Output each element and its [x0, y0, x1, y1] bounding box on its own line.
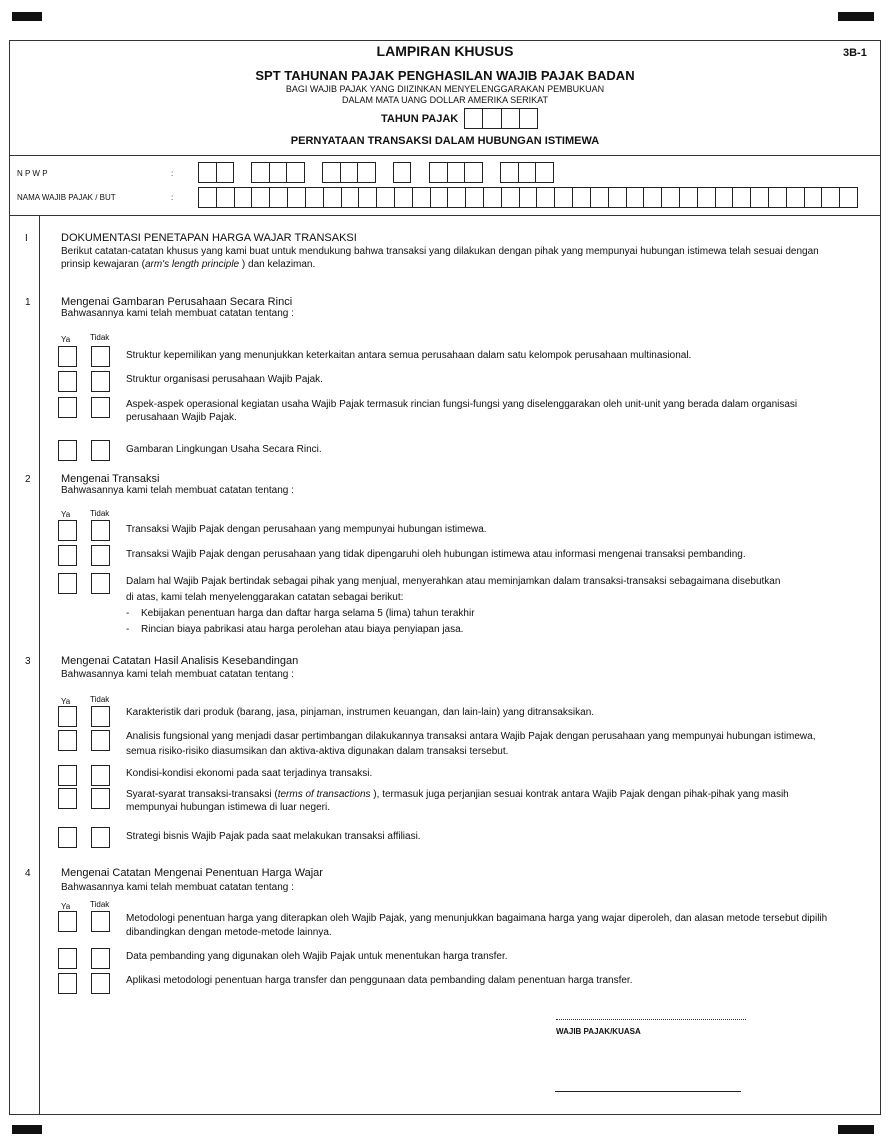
intro-text-line-2: prinsip kewajaran (arm's length principle ) dan kelaziman.: [61, 259, 316, 270]
divider-number-column: [39, 215, 40, 1115]
signature-line[interactable]: [555, 1091, 741, 1092]
section-2-yes-label: Ya: [61, 510, 71, 519]
section-4-number: 4: [25, 868, 31, 879]
s3-item2-text-line-2: semua risiko-risiko diasumsikan dan aktiva-aktiva digunakan dalam transaksi tersebut.: [126, 746, 509, 757]
s3-item1-no-checkbox[interactable]: [91, 706, 110, 727]
s2-item2-yes-checkbox[interactable]: [58, 545, 77, 566]
s3-item2-text-line-1: Analisis fungsional yang menjadi dasar pertimbangan dilakukannya transaksi antara Wajib Pajak dengan perusahaan yang mempunyai hubungan istimewa,: [126, 731, 816, 742]
s2-item3-subitem-2: Rincian biaya pabrikasi atau harga perolehan atau biaya penyiapan jasa.: [141, 624, 464, 635]
s2-item3-yes-checkbox[interactable]: [58, 573, 77, 594]
section-3-yes-label: Ya: [61, 697, 71, 706]
s4-item1-text-line-2: dibandingkan dengan metode-metode lainnya.: [126, 927, 332, 938]
s4-item1-text-line-1: Metodologi penentuan harga yang diterapkan oleh Wajib Pajak, yang menunjukkan bagaimana harga yang wajar diperoleh, dan alasan metode tersebut dipilih: [126, 913, 828, 924]
s2-item1-no-checkbox[interactable]: [91, 520, 110, 541]
tax-year-label: TAHUN PAJAK: [381, 113, 459, 125]
s2-item3-dash-1: -: [126, 608, 130, 619]
npwp-input-group-3[interactable]: [322, 162, 376, 183]
section-2-no-label: Tidak: [90, 509, 110, 518]
section-4-yes-label: Ya: [61, 902, 71, 911]
s3-item4-no-checkbox[interactable]: [91, 788, 110, 809]
npwp-input-group-4[interactable]: [393, 162, 411, 183]
s1-item3-no-checkbox[interactable]: [91, 397, 110, 418]
divider-identity: [9, 215, 881, 216]
intro-title: DOKUMENTASI PENETAPAN HARGA WAJAR TRANSAKSI: [61, 232, 357, 244]
form-subline-1: BAGI WAJIB PAJAK YANG DIIZINKAN MENYELENGGARAKAN PEMBUKUAN: [285, 84, 605, 94]
s1-item1-text: Struktur kepemilikan yang menunjukkan keterkaitan antara semua perusahaan dalam satu kelompok perusahaan multinasional.: [126, 350, 692, 361]
s1-item1-yes-checkbox[interactable]: [58, 346, 77, 367]
s3-item5-no-checkbox[interactable]: [91, 827, 110, 848]
s1-item4-text: Gambaran Lingkungan Usaha Secara Rinci.: [126, 444, 322, 455]
s1-item4-no-checkbox[interactable]: [91, 440, 110, 461]
s2-item1-text: Transaksi Wajib Pajak dengan perusahaan yang mempunyai hubungan istimewa.: [126, 524, 487, 535]
taxpayer-name-colon: :: [171, 193, 174, 202]
taxpayer-name-label: NAMA WAJIB PAJAK / BUT: [17, 193, 116, 202]
npwp-colon: :: [171, 169, 174, 178]
s3-item3-no-checkbox[interactable]: [91, 765, 110, 786]
s2-item1-yes-checkbox[interactable]: [58, 520, 77, 541]
npwp-label: N P W P: [17, 169, 48, 178]
section-1-lead: Bahwasannya kami telah membuat catatan tentang :: [61, 308, 294, 319]
s2-item2-text: Transaksi Wajib Pajak dengan perusahaan yang tidak dipengaruhi oleh hubungan istimewa atau informasi mengenai transaksi pembanding.: [126, 549, 746, 560]
corner-mark-top-right: [838, 12, 874, 21]
npwp-input-group-6[interactable]: [500, 162, 554, 183]
s2-item2-no-checkbox[interactable]: [91, 545, 110, 566]
section-4-title: Mengenai Catatan Mengenai Penentuan Harga Wajar: [61, 867, 323, 879]
s1-item1-no-checkbox[interactable]: [91, 346, 110, 367]
section-3-title: Mengenai Catatan Hasil Analisis Kesebandingan: [61, 655, 299, 667]
s4-item2-no-checkbox[interactable]: [91, 948, 110, 969]
section-1-no-label: Tidak: [90, 333, 110, 342]
section-3-no-label: Tidak: [90, 695, 110, 704]
form-title: LAMPIRAN KHUSUS: [376, 43, 514, 59]
s2-item3-no-checkbox[interactable]: [91, 573, 110, 594]
intro-number: I: [25, 233, 28, 244]
taxpayer-name-input[interactable]: [198, 187, 858, 208]
s1-item2-yes-checkbox[interactable]: [58, 371, 77, 392]
s1-item4-yes-checkbox[interactable]: [58, 440, 77, 461]
s1-item3-text-line-2: perusahaan Wajib Pajak.: [126, 412, 237, 423]
section-1-number: 1: [25, 297, 31, 308]
s2-item3-dash-2: -: [126, 624, 130, 635]
corner-mark-bottom-right: [838, 1125, 874, 1134]
statement-title: PERNYATAAN TRANSAKSI DALAM HUBUNGAN ISTIMEWA: [290, 135, 600, 147]
s3-item4-text-line-1: Syarat-syarat transaksi-transaksi (terms of transactions ), termasuk juga perjanjian sesuai kontrak antara Wajib Pajak dengan pihak-pihak yang masih: [126, 789, 789, 800]
npwp-input-group-2[interactable]: [251, 162, 305, 183]
section-4-lead: Bahwasannya kami telah membuat catatan tentang :: [61, 882, 294, 893]
s4-item2-yes-checkbox[interactable]: [58, 948, 77, 969]
s3-item3-yes-checkbox[interactable]: [58, 765, 77, 786]
s3-item4-text-line-2: mempunyai hubungan istimewa di luar negeri.: [126, 802, 331, 813]
s1-item3-text-line-1: Aspek-aspek operasional kegiatan usaha Wajib Pajak termasuk rincian fungsi-fungsi yang diselenggarakan oleh unit-unit yang berada dalam organisasi: [126, 399, 798, 410]
s2-item3-text-line-2: di atas, kami telah menyelenggarakan catatan sebagai berikut:: [126, 592, 404, 603]
s3-item5-text: Strategi bisnis Wajib Pajak pada saat melakukan transaksi affiliasi.: [126, 831, 421, 842]
section-3-lead: Bahwasannya kami telah membuat catatan tentang :: [61, 669, 294, 680]
s1-item2-text: Struktur organisasi perusahaan Wajib Pajak.: [126, 374, 323, 385]
s4-item2-text: Data pembanding yang digunakan oleh Wajib Pajak untuk menentukan harga transfer.: [126, 951, 508, 962]
s4-item1-no-checkbox[interactable]: [91, 911, 110, 932]
section-2-lead: Bahwasannya kami telah membuat catatan tentang :: [61, 485, 294, 496]
form-subtitle: SPT TAHUNAN PAJAK PENGHASILAN WAJIB PAJAK BADAN: [255, 68, 635, 83]
signature-label: WAJIB PAJAK/KUASA: [556, 1027, 641, 1036]
s2-item3-subitem-1: Kebijakan penentuan harga dan daftar harga selama 5 (lima) tahun terakhir: [141, 608, 475, 619]
tax-year-input[interactable]: [464, 108, 538, 129]
npwp-input-group-5[interactable]: [429, 162, 483, 183]
s4-item3-yes-checkbox[interactable]: [58, 973, 77, 994]
s1-item2-no-checkbox[interactable]: [91, 371, 110, 392]
s4-item1-yes-checkbox[interactable]: [58, 911, 77, 932]
section-3-number: 3: [25, 656, 31, 667]
divider-header: [9, 155, 881, 156]
section-4-no-label: Tidak: [90, 900, 110, 909]
npwp-input-group-1[interactable]: [198, 162, 234, 183]
intro-text-line-1: Berikut catatan-catatan khusus yang kami buat untuk mendukung bahwa transaksi yang dilakukan dengan pihak yang mempunyai hubungan istimewa telah sesuai dengan: [61, 246, 819, 257]
s3-item1-yes-checkbox[interactable]: [58, 706, 77, 727]
section-1-yes-label: Ya: [61, 335, 71, 344]
form-code: 3B-1: [843, 47, 867, 59]
s3-item4-yes-checkbox[interactable]: [58, 788, 77, 809]
s3-item5-yes-checkbox[interactable]: [58, 827, 77, 848]
signature-date-line[interactable]: [556, 1019, 746, 1020]
section-2-number: 2: [25, 474, 31, 485]
form-subline-2: DALAM MATA UANG DOLLAR AMERIKA SERIKAT: [341, 95, 549, 105]
corner-mark-bottom-left: [12, 1125, 42, 1134]
s3-item2-no-checkbox[interactable]: [91, 730, 110, 751]
s3-item2-yes-checkbox[interactable]: [58, 730, 77, 751]
section-2-title: Mengenai Transaksi: [61, 473, 160, 485]
corner-mark-top-left: [12, 12, 42, 21]
s2-item3-text-line-1: Dalam hal Wajib Pajak bertindak sebagai pihak yang menjual, menyerahkan atau meminjamkan dalam transaksi-transaksi sebagaimana disebutkan: [126, 576, 781, 587]
s3-item1-text: Karakteristik dari produk (barang, jasa, pinjaman, instrumen keuangan, dan lain-lain) yang ditransaksikan.: [126, 707, 595, 718]
s4-item3-no-checkbox[interactable]: [91, 973, 110, 994]
s4-item3-text: Aplikasi metodologi penentuan harga transfer dan penggunaan data pembanding dalam penentuan harga transfer.: [126, 975, 633, 986]
section-1-title: Mengenai Gambaran Perusahaan Secara Rinci: [61, 296, 293, 308]
s3-item3-text: Kondisi-kondisi ekonomi pada saat terjadinya transaksi.: [126, 768, 373, 779]
s1-item3-yes-checkbox[interactable]: [58, 397, 77, 418]
